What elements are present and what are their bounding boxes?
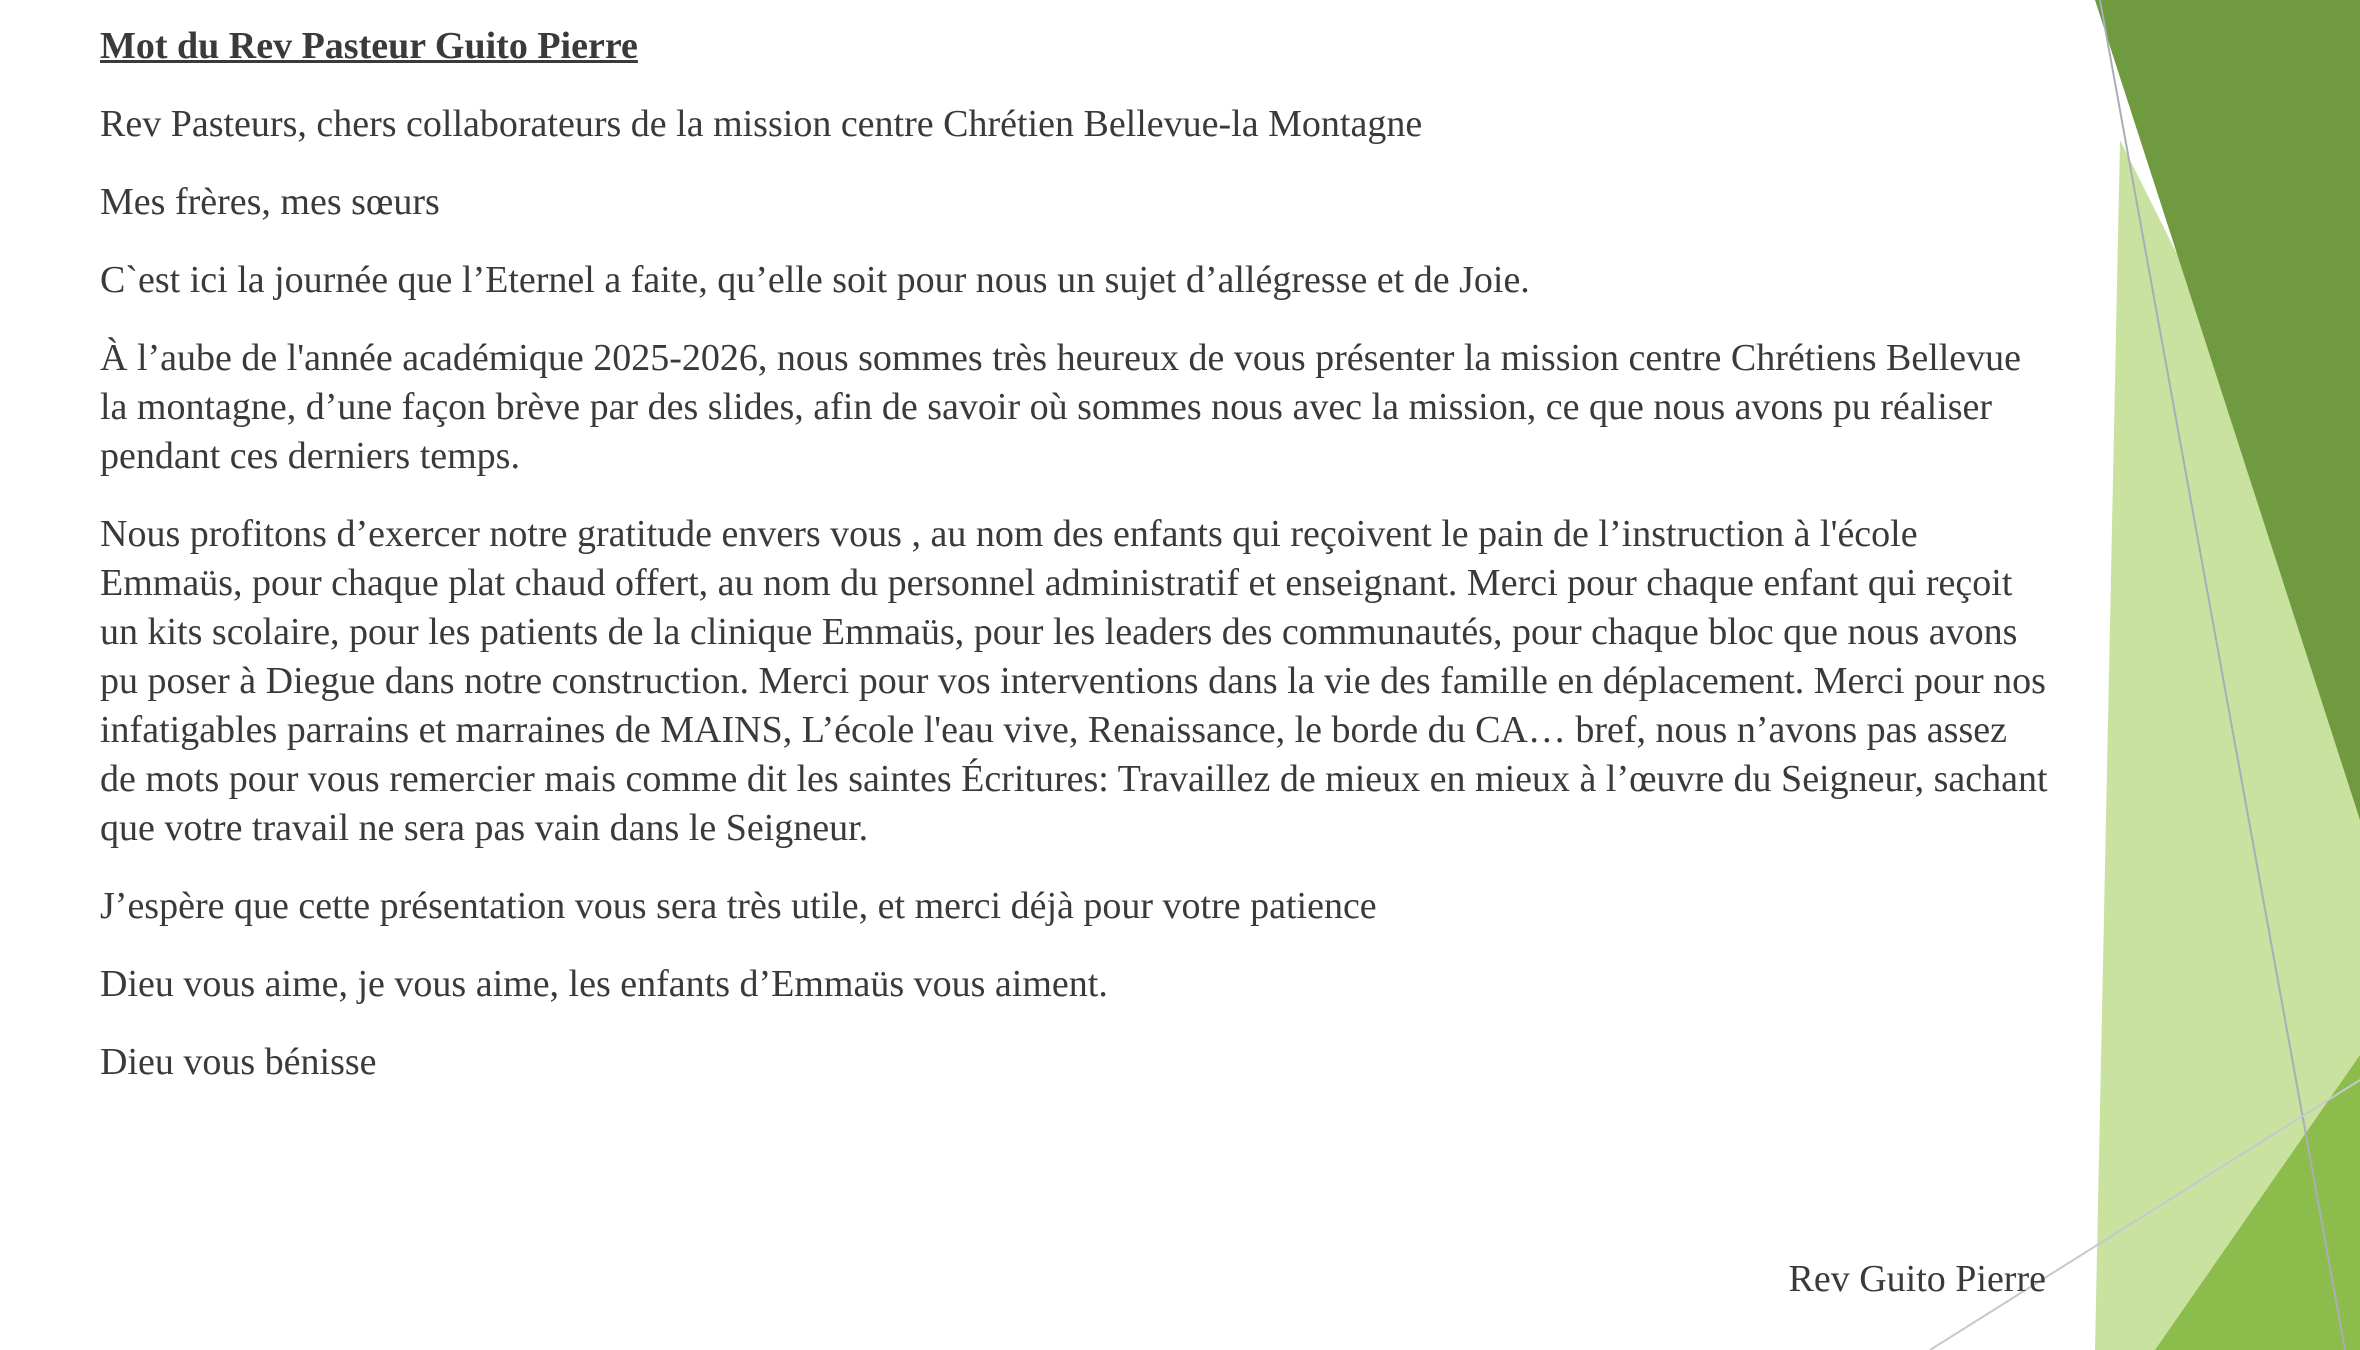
paragraph-introduction: À l’aube de l'année académique 2025-2026, nous sommes très heureux de vous présenter la mission centre Chrétiens Bellevue la montagne, d’une façon brève par des slides, afin de savoir où sommes nous avec la mission, ce que nous avons pu réaliser pendant ces derniers temps. — [100, 337, 2022, 477]
paragraph-love: Dieu vous aime, je vous aime, les enfants d’Emmaüs vous aiment. — [100, 963, 1108, 1005]
paragraph-blessing: Dieu vous bénisse — [100, 1041, 377, 1083]
paragraph-verse: C`est ici la journée que l’Eternel a faite, qu’elle soit pour nous un sujet d’allégresse et de Joie. — [100, 259, 1530, 301]
paragraph-salutation: Mes frères, mes sœurs — [100, 181, 440, 223]
signature: Rev Guito Pierre — [1788, 1258, 2046, 1300]
paragraph-greeting: Rev Pasteurs, chers collaborateurs de la mission centre Chrétien Bellevue-la Montagne — [100, 103, 1423, 145]
message-body — [100, 22, 2050, 1116]
paragraph-gratitude: Nous profitons d’exercer notre gratitude envers vous , au nom des enfants qui reçoivent le pain de l’instruction à l'école Emmaüs, pour chaque plat chaud offert, au nom du personnel administratif et enseignant. Merci pour chaque enfant qui reçoit un kits scolaire, pour les patients de la clinique Emmaüs, pour les leaders des communautés, pour chaque bloc que nous avons pu poser à Diegue dans notre construction. Merci pour vos interventions dans la vie des famille en déplacement. Merci pour nos infatigables parrains et marraines de MAINS, L’école l'eau vive, Renaissance, le borde du CA… bref, nous n’avons pas assez de mots pour vous remercier mais comme dit les saintes Écritures: Travaillez de mieux en mieux à l’œuvre du Seigneur, sachant que votre travail ne sera pas vain dans le Seigneur. — [100, 513, 2048, 849]
slide-title: Mot du Rev Pasteur Guito Pierre — [100, 25, 638, 67]
paragraph-hope: J’espère que cette présentation vous sera très utile, et merci déjà pour votre patience — [100, 885, 1377, 927]
